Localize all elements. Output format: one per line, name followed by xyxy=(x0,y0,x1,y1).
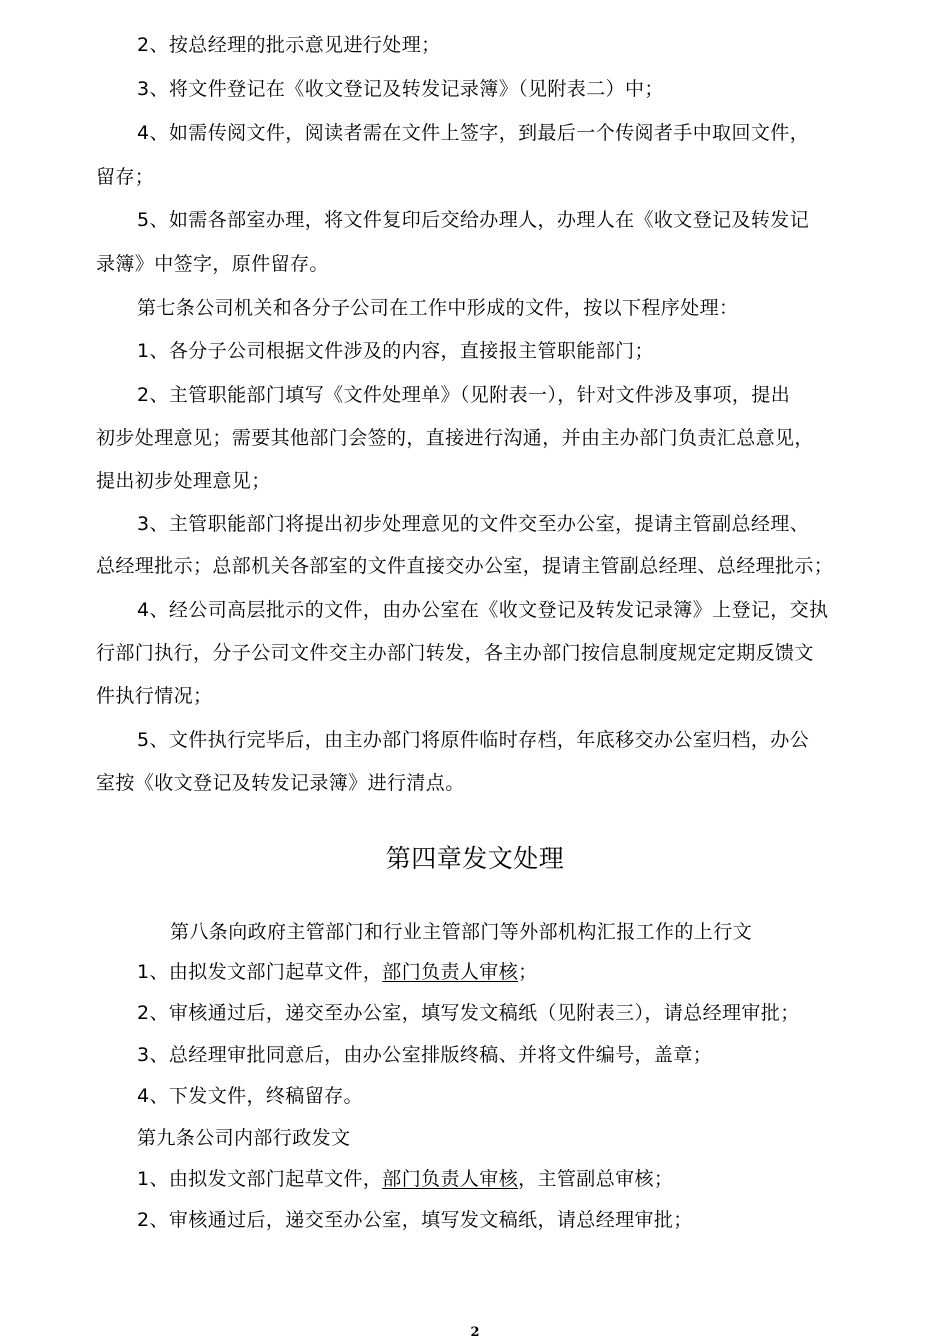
article-9-item-1-text: 1、由拟发文部门起草文件， xyxy=(137,1168,383,1190)
article-9-item-1-underlined: 部门负责人审核 xyxy=(382,1168,519,1190)
article-7-item-5-line-2: 室按《收文登记及转发记录簿》进行清点。 xyxy=(96,772,465,794)
article-8-item-1-end: ； xyxy=(518,961,538,983)
article-9-item-1-end: ，主管副总审核； xyxy=(518,1168,674,1190)
article-7-item-2-line-2: 初步处理意见；需要其他部门会签的，直接进行沟通，并由主办部门负责汇总意见， xyxy=(96,427,814,449)
page-number: 2 xyxy=(470,1325,480,1340)
article-7-item-3-line-2: 总经理批示；总部机关各部室的文件直接交办公室，提请主管副总经理、总经理批示； xyxy=(96,555,834,577)
article-7-item-4-line-1: 4、经公司高层批示的文件，由办公室在《收文登记及转发记录簿》上登记，交执 xyxy=(137,599,829,621)
article-9-heading: 第九条公司内部行政发文 xyxy=(137,1127,351,1149)
article-7-item-4-line-2: 行部门执行，分子公司文件交主办部门转发，各主办部门按信息制度规定定期反馈文 xyxy=(96,642,814,664)
paragraph-item-5-line-2: 录簿》中签字，原件留存。 xyxy=(96,253,329,275)
paragraph-item-4-line-2: 留存； xyxy=(96,166,155,188)
article-8-item-1-text: 1、由拟发文部门起草文件， xyxy=(137,961,383,983)
paragraph-item-5-line-1: 5、如需各部室办理，将文件复印后交给办理人，办理人在《收文登记及转发记 xyxy=(137,209,810,231)
article-8-item-1-underlined: 部门负责人审核 xyxy=(382,961,519,983)
article-7-item-3-line-1: 3、主管职能部门将提出初步处理意见的文件交至办公室，提请主管副总经理、 xyxy=(137,513,810,535)
paragraph-item-3: 3、将文件登记在《收文登记及转发记录簿》（见附表二）中； xyxy=(137,78,664,100)
article-7-item-4-line-3: 件执行情况； xyxy=(96,685,213,707)
article-7-item-5-line-1: 5、文件执行完毕后，由主办部门将原件临时存档，年底移交办公室归档，办公 xyxy=(137,729,810,751)
article-8-item-3: 3、总经理审批同意后，由办公室排版终稿、并将文件编号，盖章； xyxy=(137,1044,713,1066)
paragraph-item-2: 2、按总经理的批示意见进行处理； xyxy=(137,34,441,56)
article-8-item-4: 4、下发文件，终稿留存。 xyxy=(137,1085,363,1107)
article-9-item-1 xyxy=(137,1167,673,1191)
article-7-heading: 第七条公司机关和各分子公司在工作中形成的文件，按以下程序处理： xyxy=(137,297,739,319)
article-8-item-2: 2、审核通过后，递交至办公室，填写发文稿纸（见附表三），请总经理审批； xyxy=(137,1002,800,1024)
chapter-4-title: 第四章发文处理 xyxy=(385,844,565,873)
paragraph-item-4-line-1: 4、如需传阅文件，阅读者需在文件上签字，到最后一个传阅者手中取回文件， xyxy=(137,122,810,144)
article-7-item-2-line-1: 2、主管职能部门填写《文件处理单》（见附表一），针对文件涉及事项，提出 xyxy=(137,384,791,406)
article-7-item-2-line-3: 提出初步处理意见； xyxy=(96,470,271,492)
article-9-item-2: 2、审核通过后，递交至办公室，填写发文稿纸，请总经理审批； xyxy=(137,1209,693,1231)
article-7-item-1: 1、各分子公司根据文件涉及的内容，直接报主管职能部门； xyxy=(137,340,654,362)
article-8-heading: 第八条向政府主管部门和行业主管部门等外部机构汇报工作的上行文 xyxy=(170,921,753,943)
article-8-item-1 xyxy=(137,960,538,984)
